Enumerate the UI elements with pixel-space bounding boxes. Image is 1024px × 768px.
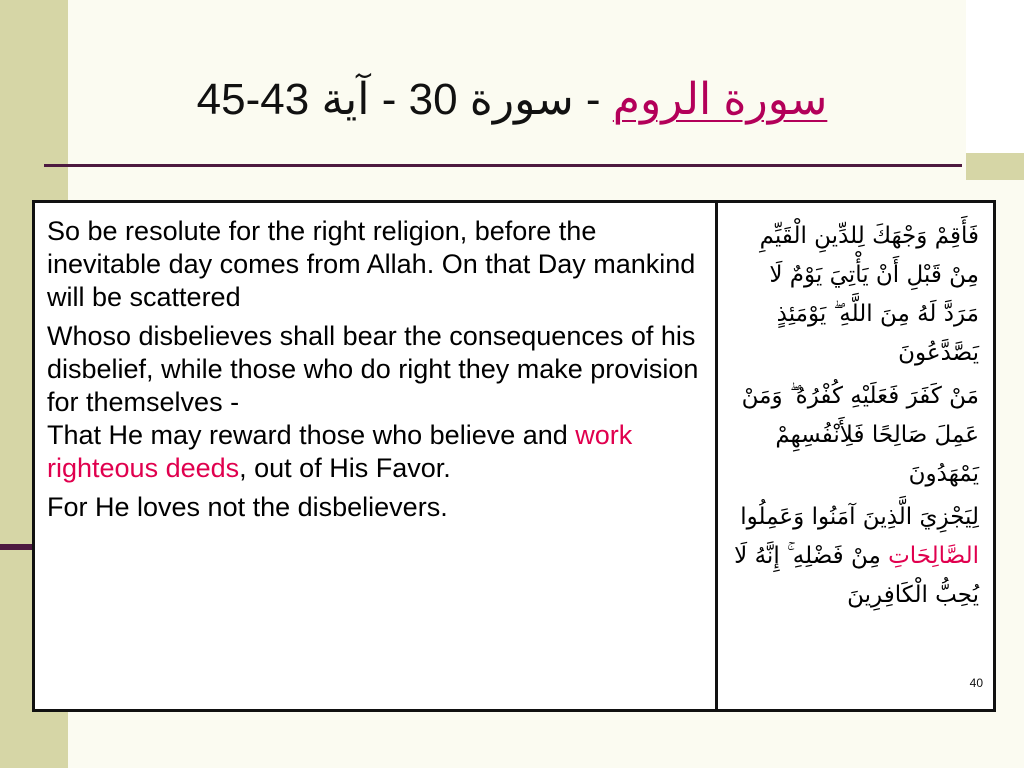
- arabic-text-column: [718, 203, 993, 709]
- english-translation-column: [35, 203, 718, 709]
- title-surah-link[interactable]: سورة الروم: [612, 75, 828, 124]
- arabic-verse-43: فَأَقِمْ وَجْهَكَ لِلدِّينِ الْقَيِّمِ مِنْ قَبْلِ أَنْ يَأْتِيَ يَوْمٌ لَا مَرَدَّ لَهُ مِنَ اللَّهِ ۖ يَوْمَئِذٍ يَصَّدَّعُونَ: [759, 223, 979, 366]
- english-verse-43: So be resolute for the right religion, before the inevitable day comes from Allah. On that Day mankind will be scattered: [47, 216, 696, 312]
- arabic-verse-44: مَنْ كَفَرَ فَعَلَيْهِ كُفْرُهُ ۖ وَمَنْ عَمِلَ صَالِحًا فَلِأَنْفُسِهِمْ يَمْهَدُونَ: [741, 383, 979, 487]
- slide-page-number: 40: [969, 676, 983, 690]
- english-verse-45: [47, 419, 705, 485]
- verse-table: [32, 200, 996, 712]
- english-highlight-righteous-deeds: work righteous deeds: [47, 420, 633, 483]
- english-verse-45-ending: For He loves not the disbelievers.: [47, 492, 448, 522]
- title-reference: سورة 30 - آية 43-45: [196, 75, 574, 124]
- title-separator: -: [573, 75, 613, 124]
- arabic-verse-45-text: لِيَجْزِيَ الَّذِينَ آمَنُوا وَعَمِلُوا: [740, 504, 979, 530]
- english-verse-44: Whoso disbelieves shall bear the consequences of his disbelief, while those who do right they make provision for themselves -: [47, 321, 699, 417]
- arabic-highlight-righteous-deeds: الصَّالِحَاتِ: [888, 543, 979, 569]
- arabic-verse-45-text-end: مِنْ فَضْلِهِ ۚ إِنَّهُ لَا يُحِبُّ الْكَافِرِينَ: [734, 543, 979, 608]
- right-block-band: [966, 153, 1024, 180]
- english-verse-45-text: That He may reward those who believe and: [47, 420, 576, 450]
- arabic-verse-45: [728, 498, 979, 615]
- english-verse-45-text-end: , out of His Favor.: [239, 453, 451, 483]
- slide-title: [0, 70, 1024, 130]
- title-divider: [44, 164, 962, 167]
